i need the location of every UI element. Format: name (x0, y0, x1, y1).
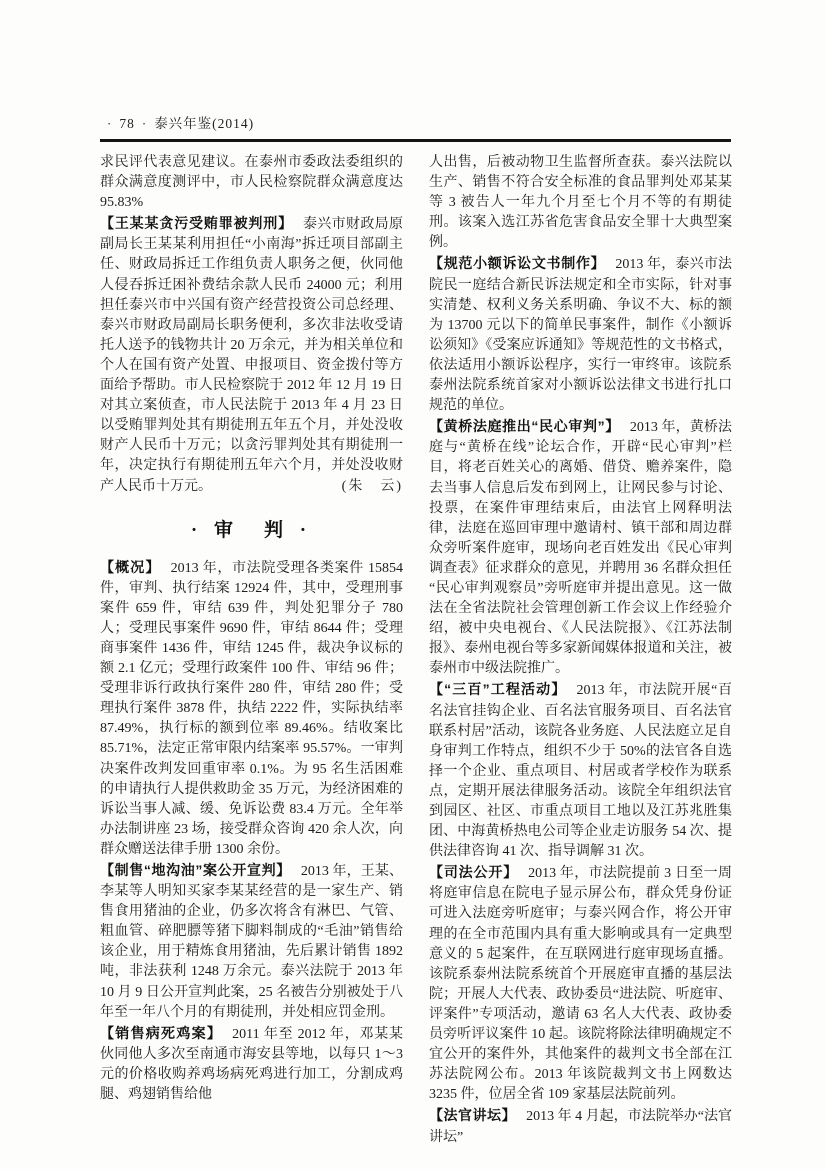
two-column-content (100, 153, 731, 1148)
entry-title: 【司法公开】 (429, 864, 519, 881)
page-header (100, 112, 731, 132)
right-column (429, 153, 732, 1148)
header-rule (100, 139, 731, 142)
entry-text: 2013 年，市法院开展“百名法官挂钩企业、百名法官服务项目、百名法官联系村居”活动，该院各业务庭、人民法庭立足自身审判工作特点，组织不少于 50%的法官各自选择一个企业、重点项目、村居或者学校作为联系点，定期开展法律服务活动。该院全年组织法官到园区、社区、市重点项目工地以及江苏兆胜集团、中海黄桥热电公司等企业走访服务 54 次、提供法律咨询 41 次、指导调解 31 次。 (429, 683, 732, 860)
header-dot-right: · (141, 116, 148, 131)
entry-three-hundred-project (429, 679, 732, 862)
entry-title: 【概况】 (100, 558, 161, 575)
entry-judge-forum (429, 1105, 732, 1147)
entry-title: 【制售“地沟油”案公开宣判】 (100, 862, 291, 878)
entry-text: 2013 年 4 月起，市法院举办“法官讲坛” (429, 1109, 733, 1145)
entry-text: 泰兴市财政局原副局长王某某利用担任“小南海”拆迁项目部副主任、财政局拆迁工作组负责人职务之便，伙同他人侵吞拆迁困补费结余款人民币 24000 元；利用担任泰兴市中兴国有资产经营投资公司总经理、泰兴市财政局副局长职务便利，多次非法收受请托人送予的钱物共计 20 万余元，并为相关单位和个人在国有资产处置、申报项目、资金拨付等方面给予帮助。市人民检察院于 2012 年 12 月 19 日对其立案侦查，市人民法院于 2013 年 4 月 23 日以受贿罪判处其有期徒刑五年五个月，并处没收财产人民币十万元；以贪污罪判处其有期徒刑一年，决定执行有期徒刑五年六个月，并处没收财产人民币十万元。 (100, 217, 404, 494)
section-heading-trial: · 审 判 · (190, 519, 313, 541)
entry-text: 2013 年，黄桥法庭与“黄桥在线”论坛合作，开辟“民心审判”栏目，将老百姓关心的离婚、借贷、赡养案件，隐去当事人信息后发布到网上，让网民参与讨论、投票，在案件审理结束后，由法官上网释明法律，法庭在巡回审理中邀请村、镇干部和周边群众旁听案件庭审，现场向老百姓发出《民心审判调查表》征求群众的意见，并聘用 36 名群众担任“民心审判观察员”旁听庭审并提出意见。这一做法在全省法院社会管理创新工作会议上作经验介绍，被中央电视台、《人民法院报》、《江苏法制报》、泰州电视台等多家新闻媒体报道和关注，被泰州市中级法院推广。 (429, 420, 733, 677)
entry-text: 2013 年，市法院受理各类案件 15854 件，审判、执行结案 12924 件，其中，受理刑事案件 659 件，审结 639 件，判处犯罪分子 780 人；受理民事案件 9690 件，审结 8644 件；受理商事案件 1436 件，审结 1245 件，裁决争议标的额 2.1 亿元；受理行政案件 100 件、审结 96 件；受理非诉行政执行案件 280 件，审结 280 件；受理执行案件 3878 件，执结 2222 件，实际执结率 87.49%，执行标的额到位率 89.46%。结收案比 85.71%，法定正常审限内结案率 95.57%。一审判决案件改判发回重审率 0.1%。为 95 名生活困难的申请执行人提供救助金 35 万元，为经济困难的诉讼当事人减、缓、免诉讼费 83.4 万元。全年举办法制讲座 23 场，接受群众咨询 420 余人次，向群众赠送法律手册 1300 余份。 (100, 560, 404, 857)
entry-huangqiao-tribunal (429, 416, 732, 679)
book-title: 泰兴年鉴(2014) (154, 116, 255, 131)
continuation-paragraph: 人出售，后被动物卫生监督所查获。泰兴法院以生产、销售不符合安全标准的食品罪判处邓某某等 3 被告人一年九个月至七个月不等的有期徒刑。该案入选江苏省危害食品安全罪十大典型案例。 (429, 155, 732, 251)
entry-overview (100, 557, 403, 860)
entry-judicial-openness (429, 862, 732, 1105)
entry-title: 【黄桥法庭推出“民心审判”】 (429, 418, 620, 435)
entry-text: 2013 年，市法院提前 3 日至一周将庭审信息在院电子显示屏公布，群众凭身份证可进入法庭旁听庭审；与泰兴网合作，将公开审理的在全市范围内具有重大影响或具有一定典型意义的 5 起案件，在互联网进行庭审现场直播。该院系泰州法院系统首个开展庭审直播的基层法院；开展人大代表、政协委员“进法院、听庭审、评案件”专项活动，邀请 63 名人大代表、政协委员旁听评议案件 10 起。该院将除法律明确规定不宜公开的案件外，其他案件的裁判文书全部在江苏法院网公布。2013 年该院裁判文书上网数达 3235 件，位居全省 109 家基层法院前列。 (429, 866, 733, 1103)
entry-dead-chicken-case (100, 1023, 403, 1105)
entry-title: 【销售病死鸡案】 (100, 1024, 223, 1041)
entry-title: 【规范小额诉讼文书制作】 (429, 255, 606, 272)
entry-title: 【王某某贪污受贿罪被判刑】 (100, 215, 293, 232)
entry-title: 【法官讲坛】 (429, 1107, 517, 1124)
entry-text: 2013 年，泰兴市法院民一庭结合新民诉法规定和全市实际，针对事实清楚、权利义务关系明确、争议不大、标的额为 13700 元以下的简单民事案件，制作《小额诉讼须知》《受案应诉通知》等规范性的文书格式，依法适用小额诉讼程序，实行一审终审。该院系泰州法院系统首家对小额诉讼法律文书进行扎口规范的单位。 (429, 257, 733, 414)
entry-gutter-oil-case (100, 860, 403, 1023)
page-number: 78 (119, 116, 135, 131)
author-attribution: (朱 云) (341, 478, 403, 494)
entry-text: 2011 年至 2012 年，邓某某伙同他人多次至南通市海安县等地，以每只 1～3 元的价格收购养鸡场病死鸡进行加工，分割成鸡腿、鸡翅销售给他 (100, 1026, 403, 1103)
entry-wang-corruption (100, 213, 403, 496)
entry-text: 2013 年，王某、李某等人明知买家李某某经营的是一家生产、销售食用猪油的企业，仍多次将含有淋巴、气管、粗血管、碎肥膘等猪下脚料制成的“毛油”销售给该企业，用于精炼食用猪油，先后累计销售 1892 吨，非法获利 1248 万余元。泰兴法院于 2013 年 10 月 9 日公开宣判此案，25 名被告分别被处于八年至一年八个月的有期徒刑，并处相应罚金刑。 (100, 864, 404, 1020)
left-column (100, 153, 403, 1148)
continuation-paragraph: 求民评代表意见建议。在泰州市委政法委组织的群众满意度测评中，市人民检察院群众满意度达95.83% (100, 155, 403, 211)
header-dot-left: · (107, 116, 113, 131)
entry-title: 【“三百”工程活动】 (429, 681, 567, 698)
entry-small-claims-documents (429, 253, 732, 416)
